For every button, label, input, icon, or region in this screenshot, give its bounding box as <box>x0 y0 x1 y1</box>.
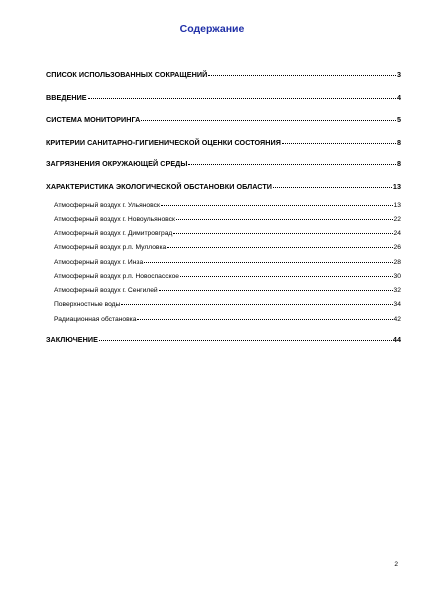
page-number: 2 <box>394 561 398 568</box>
toc-entry-page: 30 <box>393 273 401 280</box>
toc-entry-label: Атмосферный воздух г. Димитровград <box>54 230 173 237</box>
toc-entry-page: 34 <box>393 301 401 308</box>
toc-entry[interactable] <box>46 159 401 169</box>
toc-entry-label: ВВЕДЕНИЕ <box>46 93 87 102</box>
toc-subentry[interactable] <box>54 200 401 211</box>
toc-subentry[interactable] <box>54 314 401 325</box>
toc-entry-page: 4 <box>396 93 401 102</box>
dot-leader <box>208 70 396 77</box>
toc-entry-label: Радиационная обстановка <box>54 316 137 323</box>
toc-entry-page: 28 <box>393 259 401 266</box>
toc-entry-page: 22 <box>393 216 401 223</box>
toc-entry-label: Атмосферный воздух г. Сенгилей <box>54 287 158 294</box>
toc-entry-page: 32 <box>393 287 401 294</box>
dot-leader <box>137 314 392 321</box>
toc-entry[interactable] <box>46 115 401 125</box>
dot-leader <box>180 271 393 278</box>
dot-leader <box>88 93 396 100</box>
toc-entry-page: 24 <box>393 230 401 237</box>
toc-entry-label: СИСТЕМА МОНИТОРИНГА <box>46 115 141 124</box>
dot-leader <box>188 159 396 166</box>
toc-entry-page: 44 <box>392 335 401 344</box>
toc-entry-page: 8 <box>396 138 401 147</box>
toc-entry[interactable] <box>46 182 401 192</box>
toc-subentry[interactable] <box>54 299 401 310</box>
dot-leader <box>121 299 392 306</box>
toc-entry-label: КРИТЕРИИ САНИТАРНО-ГИГИЕНИЧЕСКОЙ ОЦЕНКИ СОСТОЯНИЯ <box>46 138 281 147</box>
toc-entry-page: 13 <box>392 182 401 191</box>
dot-leader <box>99 335 392 342</box>
toc-subentry[interactable] <box>54 242 401 253</box>
dot-leader <box>141 115 396 122</box>
dot-leader <box>144 257 392 264</box>
toc-entry[interactable] <box>46 335 401 345</box>
dot-leader <box>176 214 393 221</box>
dot-leader <box>167 242 392 249</box>
toc-entry-label: Атмосферный воздух г. Инза <box>54 259 144 266</box>
toc-entry-label: ЗАКЛЮЧЕНИЕ <box>46 335 98 344</box>
toc-entry[interactable] <box>46 138 401 148</box>
toc-entry-page: 13 <box>393 202 401 209</box>
dot-leader <box>273 182 392 189</box>
toc-entry-label: Атмосферный воздух г. Новоульяновск <box>54 216 175 223</box>
toc-entry-page: 8 <box>396 159 401 168</box>
toc-entry-page: 5 <box>396 115 401 124</box>
toc-subentry[interactable] <box>54 214 401 225</box>
toc-entry-label: ЗАГРЯЗНЕНИЯ ОКРУЖАЮЩЕЙ СРЕДЫ <box>46 159 188 168</box>
toc-entry-label: Поверхностные воды <box>54 301 121 308</box>
toc-entry-label: Атмосферный воздух р.п. Мулловка <box>54 244 167 251</box>
toc-entry-page: 3 <box>396 70 401 79</box>
dot-leader <box>282 138 396 145</box>
toc-entry-label: СПИСОК ИСПОЛЬЗОВАННЫХ СОКРАЩЕНИЙ <box>46 70 208 79</box>
dot-leader <box>161 200 393 207</box>
toc-entry-page: 26 <box>393 244 401 251</box>
toc-subentry[interactable] <box>54 228 401 239</box>
toc-entry[interactable] <box>46 70 401 80</box>
toc-entry-label: ХАРАКТЕРИСТИКА ЭКОЛОГИЧЕСКОЙ ОБСТАНОВКИ ОБЛАСТИ <box>46 182 273 191</box>
toc-subentry[interactable] <box>54 271 401 282</box>
dot-leader <box>173 228 392 235</box>
toc-subentry[interactable] <box>54 285 401 296</box>
toc-entry-label: Атмосферный воздух р.п. Новоспасское <box>54 273 180 280</box>
toc-title: Содержание <box>179 23 245 35</box>
toc-subentry[interactable] <box>54 257 401 268</box>
dot-leader <box>159 285 393 292</box>
toc-entry[interactable] <box>46 93 401 103</box>
toc-entry-page: 42 <box>393 316 401 323</box>
toc-entry-label: Атмосферный воздух г. Ульяновск <box>54 202 160 209</box>
